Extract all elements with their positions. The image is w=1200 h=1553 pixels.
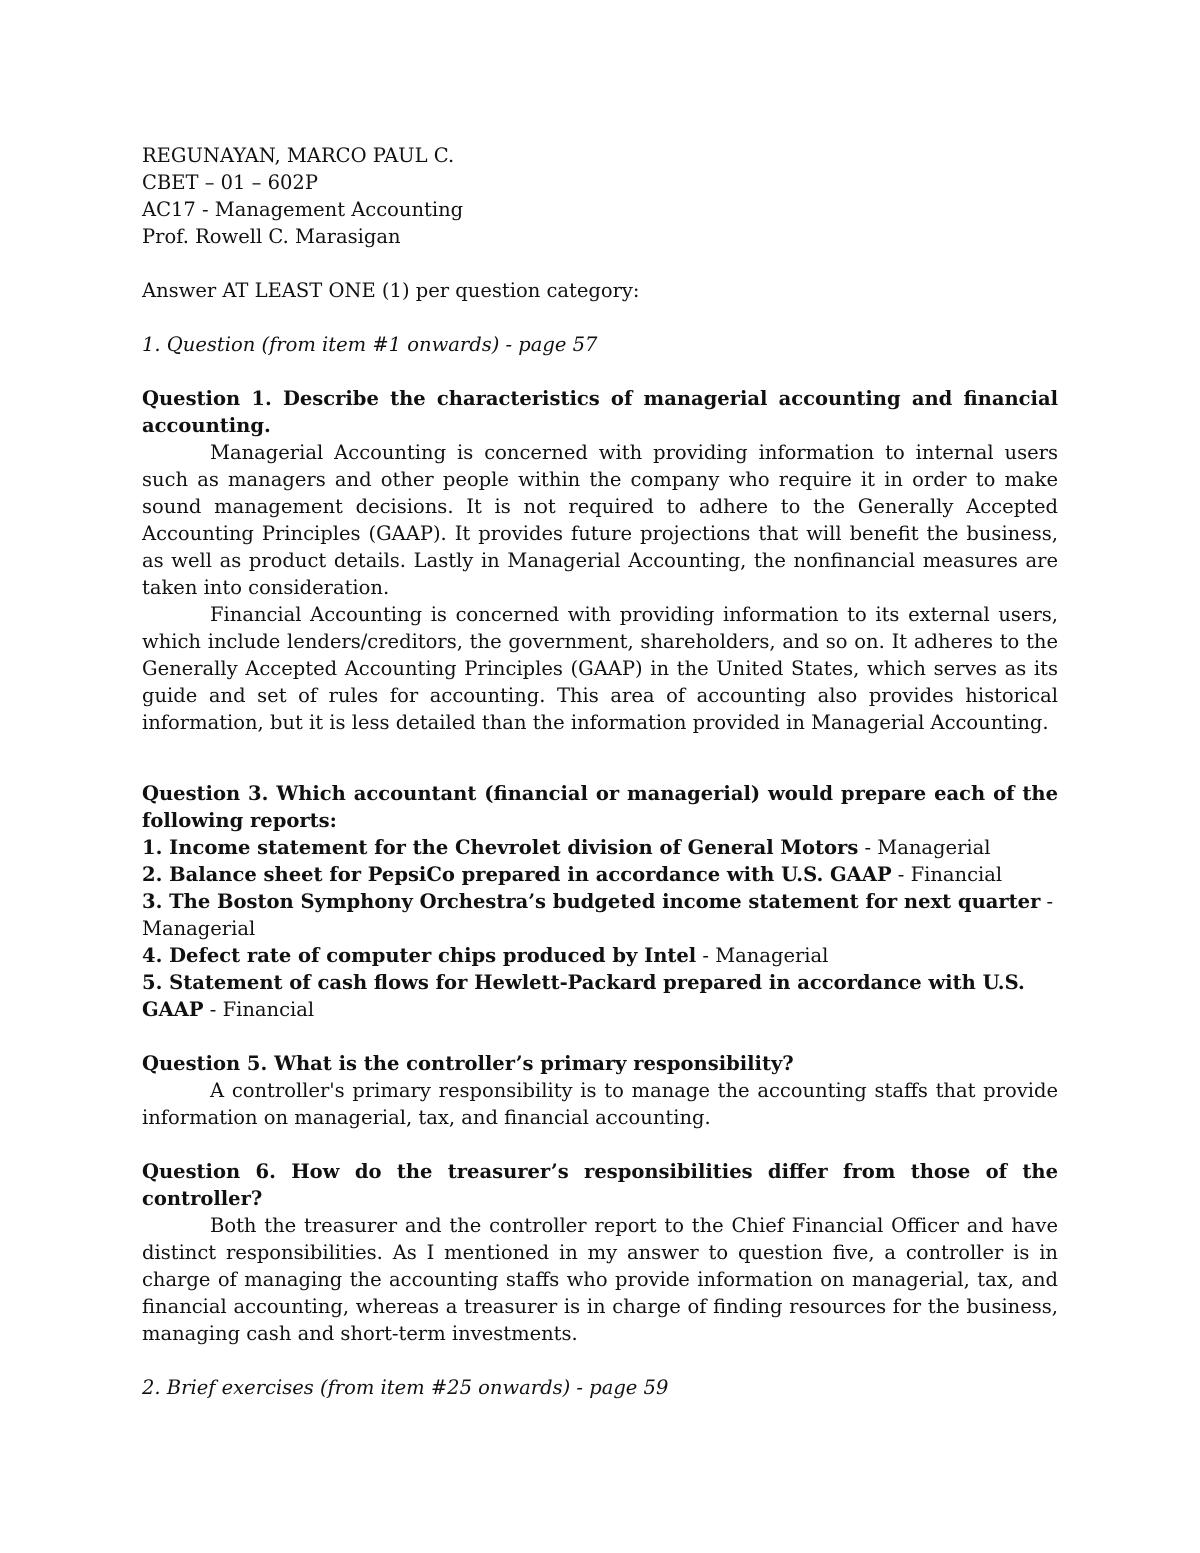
item-answer: - Financial — [203, 998, 315, 1021]
question-3-item-1 — [142, 834, 1058, 861]
spacer — [142, 1347, 1058, 1374]
category-1-title: 1. Question (from item #1 onwards) - page 57 — [142, 333, 598, 356]
question-3-heading: Question 3. Which accountant (financial or managerial) would prepare each of the following reports: — [142, 782, 1058, 832]
item-answer: - Managerial — [142, 890, 1054, 940]
question-1-answer-managerial: Managerial Accounting is concerned with providing information to internal users such as managers and other people within the company who require it in order to make sound management decisions. It is not required to adhere to the Generally Accepted Accounting Principles (GAAP). It provides future projections that will benefit the business, as well as product details. Lastly in Managerial Accounting, the nonfinancial measures are taken into consideration. — [142, 441, 1058, 599]
question-5 — [142, 1050, 1058, 1131]
document-page — [142, 142, 1058, 1401]
item-label: 2. Balance sheet for PepsiCo prepared in accordance with U.S. GAAP — [142, 863, 892, 886]
instruction-text: Answer AT LEAST ONE (1) per question category: — [142, 279, 640, 302]
question-5-answer: A controller's primary responsibility is to manage the accounting staffs that provide information on managerial, tax, and financial accounting. — [142, 1079, 1058, 1129]
professor-name: Prof. Rowell C. Marasigan — [142, 225, 401, 248]
question-1-heading: Question 1. Describe the characteristics of managerial accounting and financial accounting. — [142, 387, 1058, 437]
item-label: 3. The Boston Symphony Orchestra’s budgeted income statement for next quarter — [142, 890, 1041, 913]
item-label: 1. Income statement for the Chevrolet division of General Motors — [142, 836, 859, 859]
spacer — [142, 250, 1058, 277]
question-6-answer: Both the treasurer and the controller report to the Chief Financial Officer and have distinct responsibilities. As I mentioned in my answer to question five, a controller is in charge of managing the accounting staffs who provide information on managerial, tax, and financial accounting, whereas a treasurer is in charge of finding resources for the business, managing cash and short-term investments. — [142, 1214, 1058, 1345]
spacer — [142, 1131, 1058, 1158]
item-label: 5. Statement of cash flows for Hewlett-Packard prepared in accordance with U.S. GAAP — [142, 971, 1025, 1021]
item-answer: - Financial — [891, 863, 1003, 886]
question-5-heading: Question 5. What is the controller’s primary responsibility? — [142, 1052, 794, 1075]
spacer — [142, 304, 1058, 331]
course-title: AC17 - Management Accounting — [142, 198, 464, 221]
question-3-item-5 — [142, 969, 1058, 1023]
question-1-answer-financial: Financial Accounting is concerned with providing information to its external users, which include lenders/creditors, the government, shareholders, and so on. It adheres to the Generally Accepted Accounting Principles (GAAP) in the United States, which serves as its guide and set of rules for accounting. This area of accounting also provides historical information, but it is less detailed than the information provided in Managerial Accounting. — [142, 603, 1058, 734]
question-3-item-2 — [142, 861, 1058, 888]
header-block — [142, 142, 1058, 250]
spacer — [142, 736, 1058, 780]
spacer — [142, 1023, 1058, 1050]
spacer — [142, 358, 1058, 385]
question-6 — [142, 1158, 1058, 1347]
item-label: 4. Defect rate of computer chips produced by Intel — [142, 944, 697, 967]
question-3-item-4 — [142, 942, 1058, 969]
item-answer: - Managerial — [696, 944, 829, 967]
question-3 — [142, 780, 1058, 1023]
student-name: REGUNAYAN, MARCO PAUL C. — [142, 144, 455, 167]
category-2-title: 2. Brief exercises (from item #25 onwards) - page 59 — [142, 1376, 669, 1399]
question-1 — [142, 385, 1058, 736]
item-answer: - Managerial — [858, 836, 991, 859]
question-3-item-3 — [142, 888, 1058, 942]
section-code: CBET – 01 – 602P — [142, 171, 318, 194]
question-6-heading: Question 6. How do the treasurer’s responsibilities differ from those of the controller? — [142, 1160, 1058, 1210]
